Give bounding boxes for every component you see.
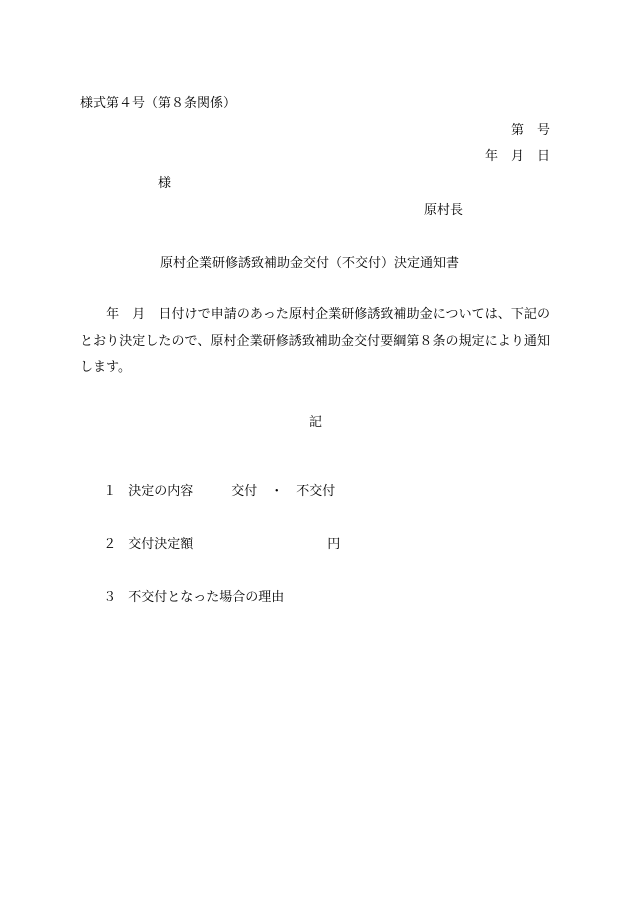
item-label: 不交付となった場合の理由 bbox=[128, 590, 285, 605]
item-value: 円 bbox=[327, 537, 341, 552]
item-number: ２ bbox=[103, 537, 117, 552]
item-number: １ bbox=[103, 484, 117, 499]
ki-heading: 記 bbox=[309, 415, 323, 430]
item-label: 決定の内容 bbox=[128, 484, 194, 499]
body-paragraph: 年 月 日付けで申請のあった原村企業研修誘致補助金については、下記のとおり決定したので、原村企業研修誘致補助金交付要綱第８条の規定により通知します。 bbox=[80, 307, 550, 375]
form-label: 様式第４号（第８条関係） bbox=[80, 96, 237, 111]
document-title: 原村企業研修誘致補助金交付（不交付）決定通知書 bbox=[160, 256, 460, 271]
item-2 bbox=[95, 521, 340, 553]
item-1 bbox=[95, 468, 335, 500]
item-value: 交付 ・ 不交付 bbox=[231, 484, 336, 499]
item-3 bbox=[95, 574, 284, 606]
item-label: 交付決定額 bbox=[128, 537, 194, 552]
item-number: ３ bbox=[103, 590, 117, 605]
document-number: 第 号 bbox=[510, 123, 550, 138]
addressee-suffix: 様 bbox=[158, 176, 172, 191]
date-line: 年 月 日 bbox=[484, 149, 550, 164]
sender: 原村長 bbox=[424, 203, 464, 218]
